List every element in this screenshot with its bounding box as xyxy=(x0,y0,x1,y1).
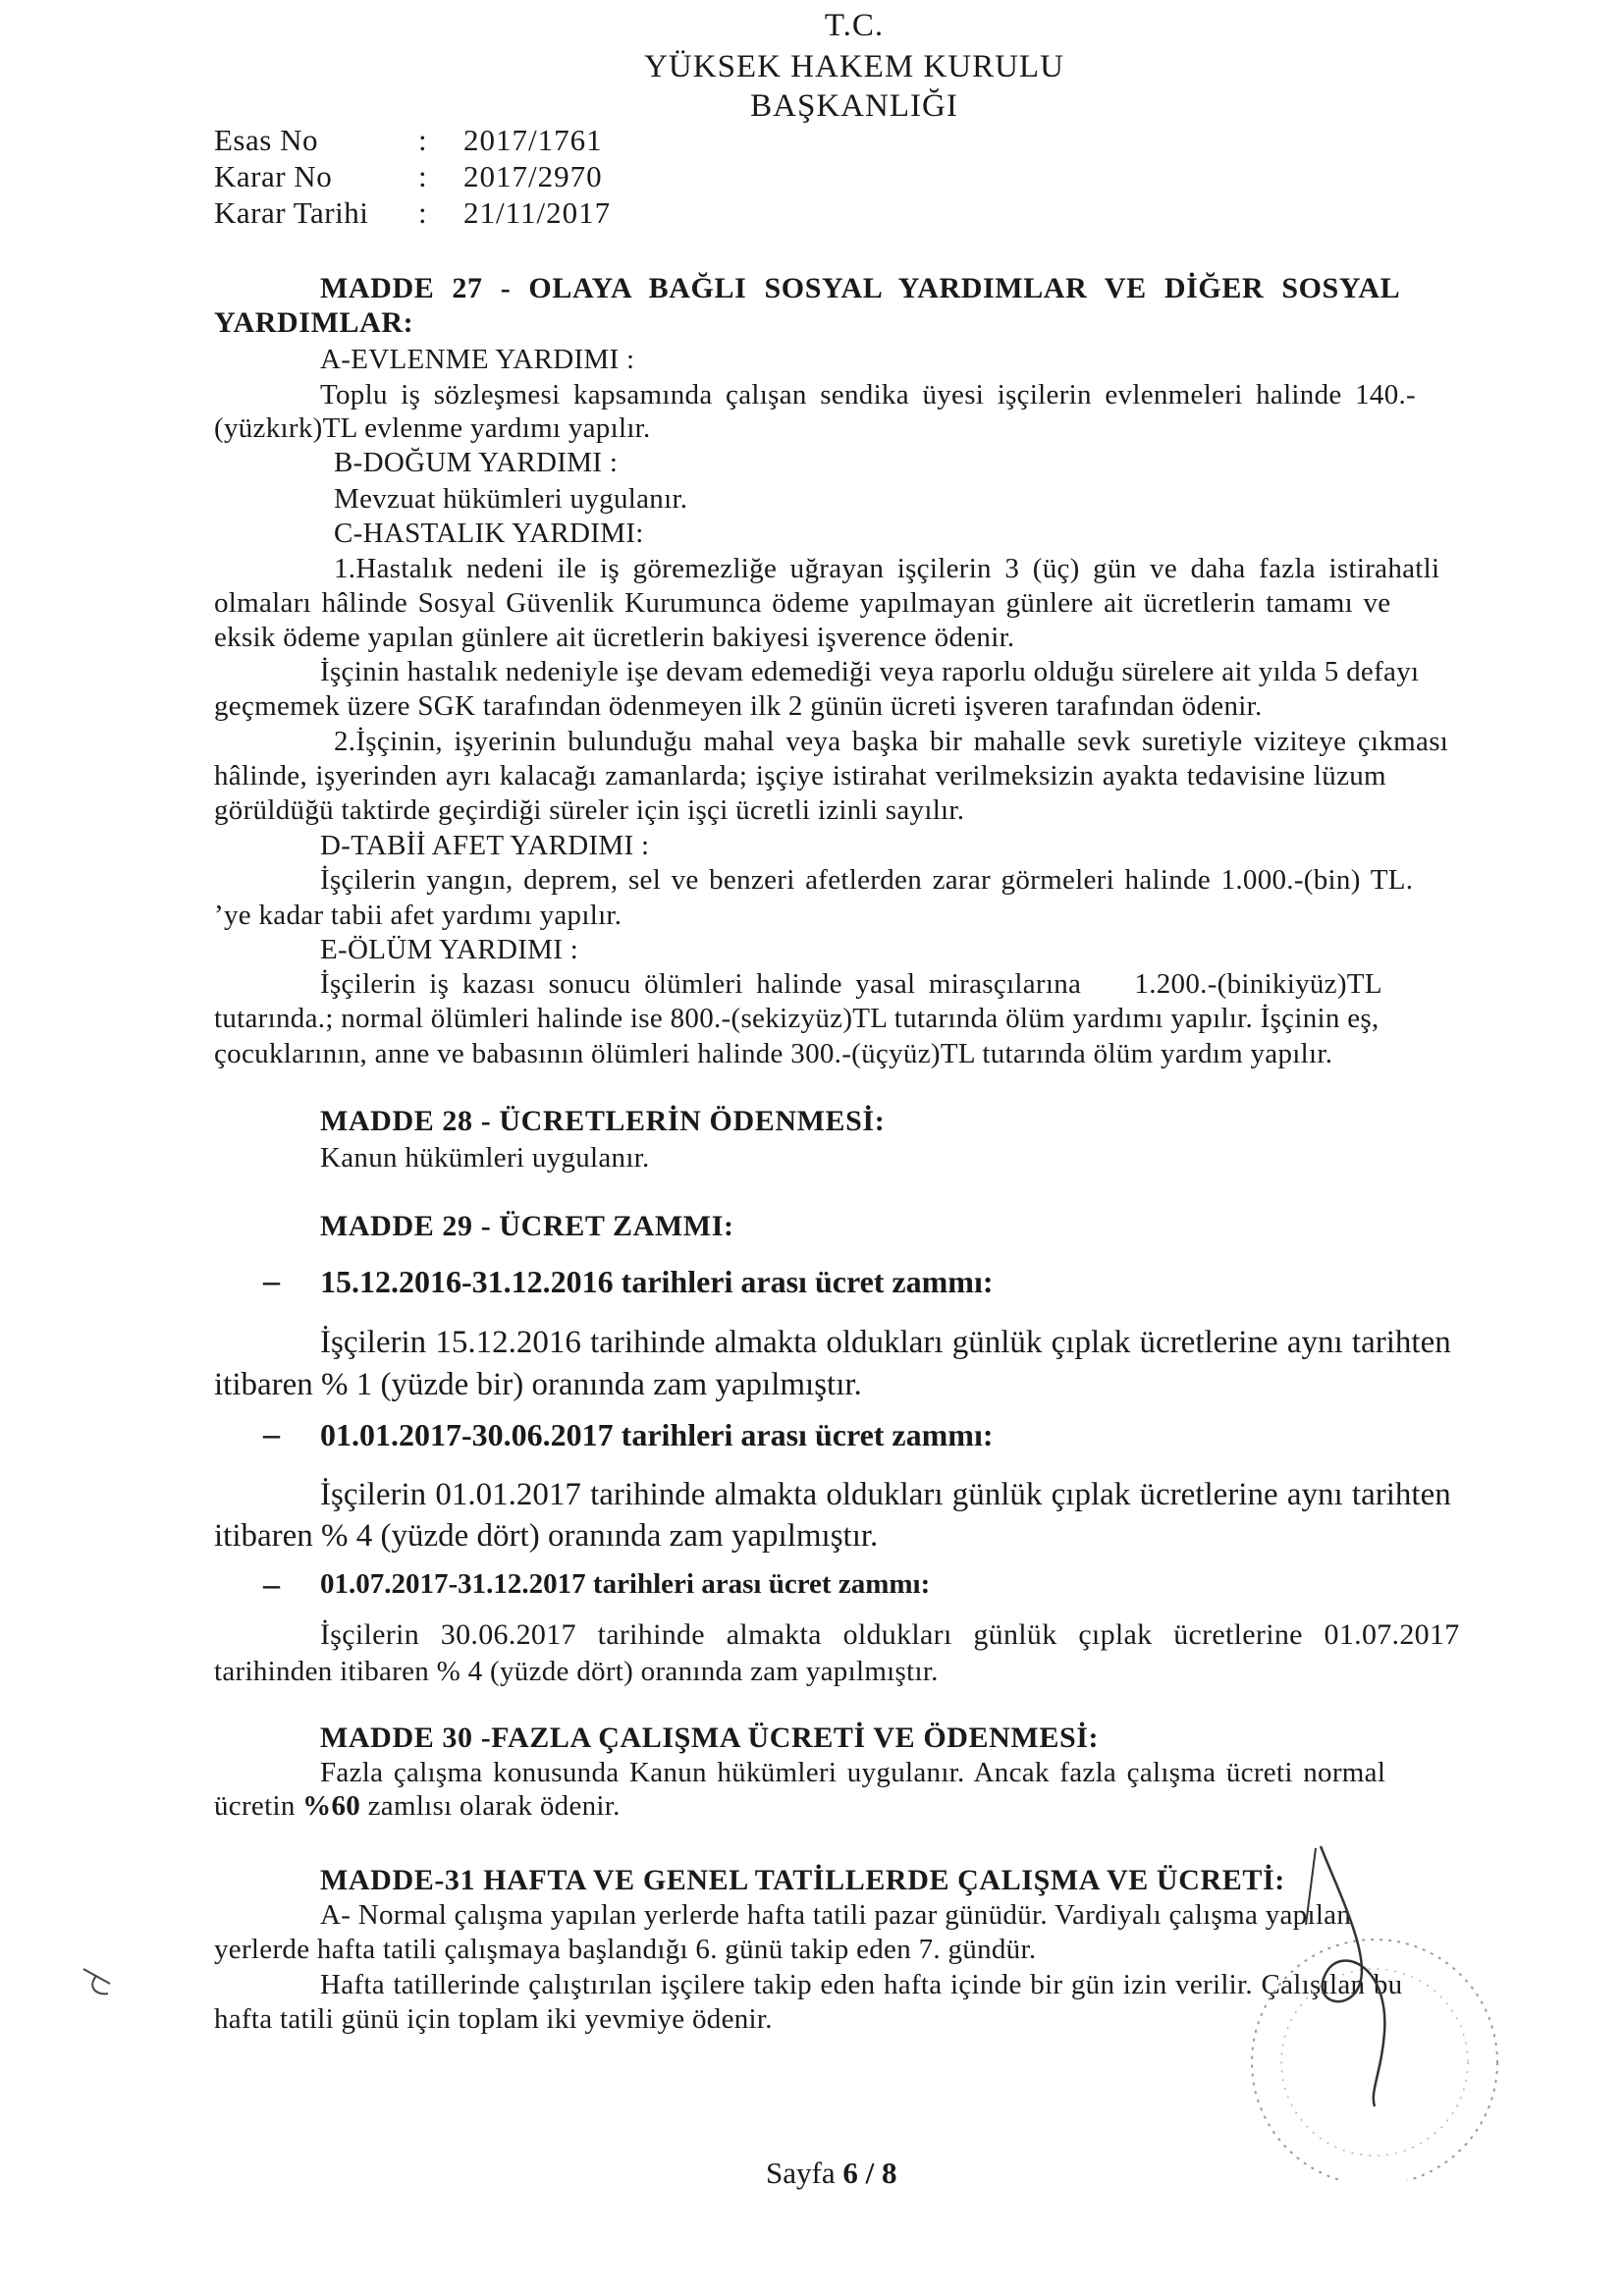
meta-value-karar: 2017/2970 xyxy=(463,159,603,193)
madde27-e-line2: tutarında.; normal ölümleri halinde ise 800.-(sekizyüz)TL tutarında ölüm yardımı yapılır. İşçinin eş, xyxy=(214,1003,1380,1034)
madde30-line2-pre: ücretin xyxy=(214,1790,303,1822)
madde31-title: MADDE-31 HAFTA VE GENEL TATİLLERDE ÇALIŞMA VE ÜCRETİ: xyxy=(320,1864,1285,1896)
madde29-item2-range: 01.01.2017-30.06.2017 tarihleri arası ücret zammı: xyxy=(320,1417,994,1452)
madde27-b-heading: B-DOĞUM YARDIMI : xyxy=(334,447,619,478)
page-number-value: 6 / 8 xyxy=(842,2156,897,2190)
meta-label-karar: Karar No xyxy=(214,159,333,193)
madde29-item2-line1: İşçilerin 01.01.2017 tarihinde almakta oldukları günlük çıplak ücretlerine aynı tarihten xyxy=(320,1477,1451,1512)
madde27-e-line1: İşçilerin iş kazası sonucu ölümleri halinde yasal mirasçılarına 1.200.-(binikiyüz)TL xyxy=(320,968,1382,1000)
page-number xyxy=(766,2156,896,2191)
madde28-title: MADDE 28 - ÜCRETLERİN ÖDENMESİ: xyxy=(320,1105,886,1137)
meta-sep-karar: : xyxy=(418,159,428,193)
madde30-line2-post: zamlısı olarak ödenir. xyxy=(360,1790,621,1822)
madde28-text: Kanun hükümleri uygulanır. xyxy=(320,1142,650,1174)
madde31-b-line1: Hafta tatillerinde çalıştırılan işçilere takip eden hafta içinde bir gün izin verilir. Çalışılan bu xyxy=(320,1969,1403,2000)
madde31-a-line2: yerlerde hafta tatili çalışmaya başlandığı 6. günü takip eden 7. gündür. xyxy=(214,1934,1037,1965)
madde27-title-line1: MADDE 27 - OLAYA BAĞLI SOSYAL YARDIMLAR VE DİĞER SOSYAL xyxy=(320,272,1401,304)
madde29-item2-dash: – xyxy=(263,1416,280,1452)
madde29-title: MADDE 29 - ÜCRET ZAMMI: xyxy=(320,1210,734,1242)
header-tc: T.C. xyxy=(824,8,885,43)
madde27-e-heading: E-ÖLÜM YARDIMI : xyxy=(320,934,579,965)
madde27-c1-line2: olmaları hâlinde Sosyal Güvenlik Kurumunca ödeme yapılmayan günlere ait ücretlerin tamamı ve xyxy=(214,587,1391,619)
madde29-item2-line2: itibaren % 4 (yüzde dört) oranında zam yapılmıştır. xyxy=(214,1518,879,1554)
madde29-item1-range: 15.12.2016-31.12.2016 tarihleri arası ücret zammı: xyxy=(320,1264,994,1299)
header-institution: YÜKSEK HAKEM KURULU xyxy=(644,49,1064,84)
madde29-item3-range: 01.07.2017-31.12.2017 tarihleri arası ücret zammı: xyxy=(320,1568,931,1600)
meta-sep-karar-tarihi: : xyxy=(418,195,428,230)
madde27-a-heading: A-EVLENME YARDIMI : xyxy=(320,344,635,375)
madde27-a-text-2: (yüzkırk)TL evlenme yardımı yapılır. xyxy=(214,412,651,444)
madde27-c2-line1: 2.İşçinin, işyerinin bulunduğu mahal veya başka bir mahalle sevk suretiyle viziteye çıkması xyxy=(334,726,1449,757)
meta-value-karar-tarihi: 21/11/2017 xyxy=(463,195,612,230)
meta-label-karar-tarihi: Karar Tarihi xyxy=(214,195,369,230)
madde30-percent: %60 xyxy=(302,1790,361,1822)
madde30-title: MADDE 30 -FAZLA ÇALIŞMA ÜCRETİ VE ÖDENMESİ: xyxy=(320,1722,1100,1754)
signature-icon xyxy=(1301,1836,1409,2111)
madde31-b-line2: hafta tatili günü için toplam iki yevmiye ödenir. xyxy=(214,2003,773,2035)
madde27-d-line1: İşçilerin yangın, deprem, sel ve benzeri afetlerden zarar görmeleri halinde 1.000.-(bin) TL. xyxy=(320,864,1414,896)
madde27-title-line2: YARDIMLAR: xyxy=(214,306,414,339)
madde27-c-heading: C-HASTALIK YARDIMI: xyxy=(334,518,644,549)
madde29-item3-dash: – xyxy=(263,1566,280,1603)
madde27-c2-line2: hâlinde, işyerinden ayrı kalacağı zamanlarda; işçiye istirahat verilmeksizin ayakta tedavisine lüzum xyxy=(214,760,1386,792)
madde27-d-heading: D-TABİİ AFET YARDIMI : xyxy=(320,830,650,861)
madde27-c1-line3: eksik ödeme yapılan günlere ait ücretlerin bakiyesi işverence ödenir. xyxy=(214,622,1015,653)
meta-label-esas: Esas No xyxy=(214,123,318,157)
meta-sep-esas: : xyxy=(418,123,428,157)
madde29-item3-line2: tarihinden itibaren % 4 (yüzde dört) oranında zam yapılmıştır. xyxy=(214,1656,939,1687)
madde27-c2-line3: görüldüğü taktirde geçirdiği süreler için işçi ücretli izinli sayılır. xyxy=(214,794,965,826)
madde30-line1: Fazla çalışma konusunda Kanun hükümleri uygulanır. Ancak fazla çalışma ücreti normal xyxy=(320,1757,1386,1788)
header-department: BAŞKANLIĞI xyxy=(750,88,958,124)
madde27-c1b-line2: geçmemek üzere SGK tarafından ödenmeyen ilk 2 günün ücreti işveren tarafından ödenir. xyxy=(214,690,1263,722)
margin-mark-icon xyxy=(79,1964,118,2003)
madde27-e-line3: çocuklarının, anne ve babasının ölümleri halinde 300.-(üçyüz)TL tutarında ölüm yardım yapılır. xyxy=(214,1038,1333,1069)
madde29-item1-dash: – xyxy=(263,1263,280,1299)
page-number-prefix: Sayfa xyxy=(766,2156,843,2190)
madde27-c1-line1: 1.Hastalık nedeni ile iş göremezliğe uğrayan işçilerin 3 (üç) gün ve daha fazla istirahatli xyxy=(334,553,1440,584)
madde31-a-line1: A- Normal çalışma yapılan yerlerde hafta tatili pazar günüdür. Vardiyalı çalışma yapılan xyxy=(320,1899,1352,1931)
meta-value-esas: 2017/1761 xyxy=(463,123,603,157)
madde27-d-line2: ’ye kadar tabii afet yardımı yapılır. xyxy=(214,900,622,931)
madde29-item1-line1: İşçilerin 15.12.2016 tarihinde almakta oldukları günlük çıplak ücretlerine aynı tarihten xyxy=(320,1325,1451,1360)
madde29-item3-line1: İşçilerin 30.06.2017 tarihinde almakta oldukları günlük çıplak ücretlerine 01.07.2017 xyxy=(320,1618,1460,1651)
madde27-c1b-line1: İşçinin hastalık nedeniyle işe devam edemediği veya raporlu olduğu sürelere ait yılda 5 defayı xyxy=(320,656,1420,687)
madde27-b-text: Mevzuat hükümleri uygulanır. xyxy=(334,483,688,515)
madde29-item1-line2: itibaren % 1 (yüzde bir) oranında zam yapılmıştır. xyxy=(214,1367,862,1402)
madde30-line2 xyxy=(214,1790,621,1823)
madde27-a-text-1: Toplu iş sözleşmesi kapsamında çalışan sendika üyesi işçilerin evlenmeleri halinde 140.- xyxy=(320,379,1417,410)
